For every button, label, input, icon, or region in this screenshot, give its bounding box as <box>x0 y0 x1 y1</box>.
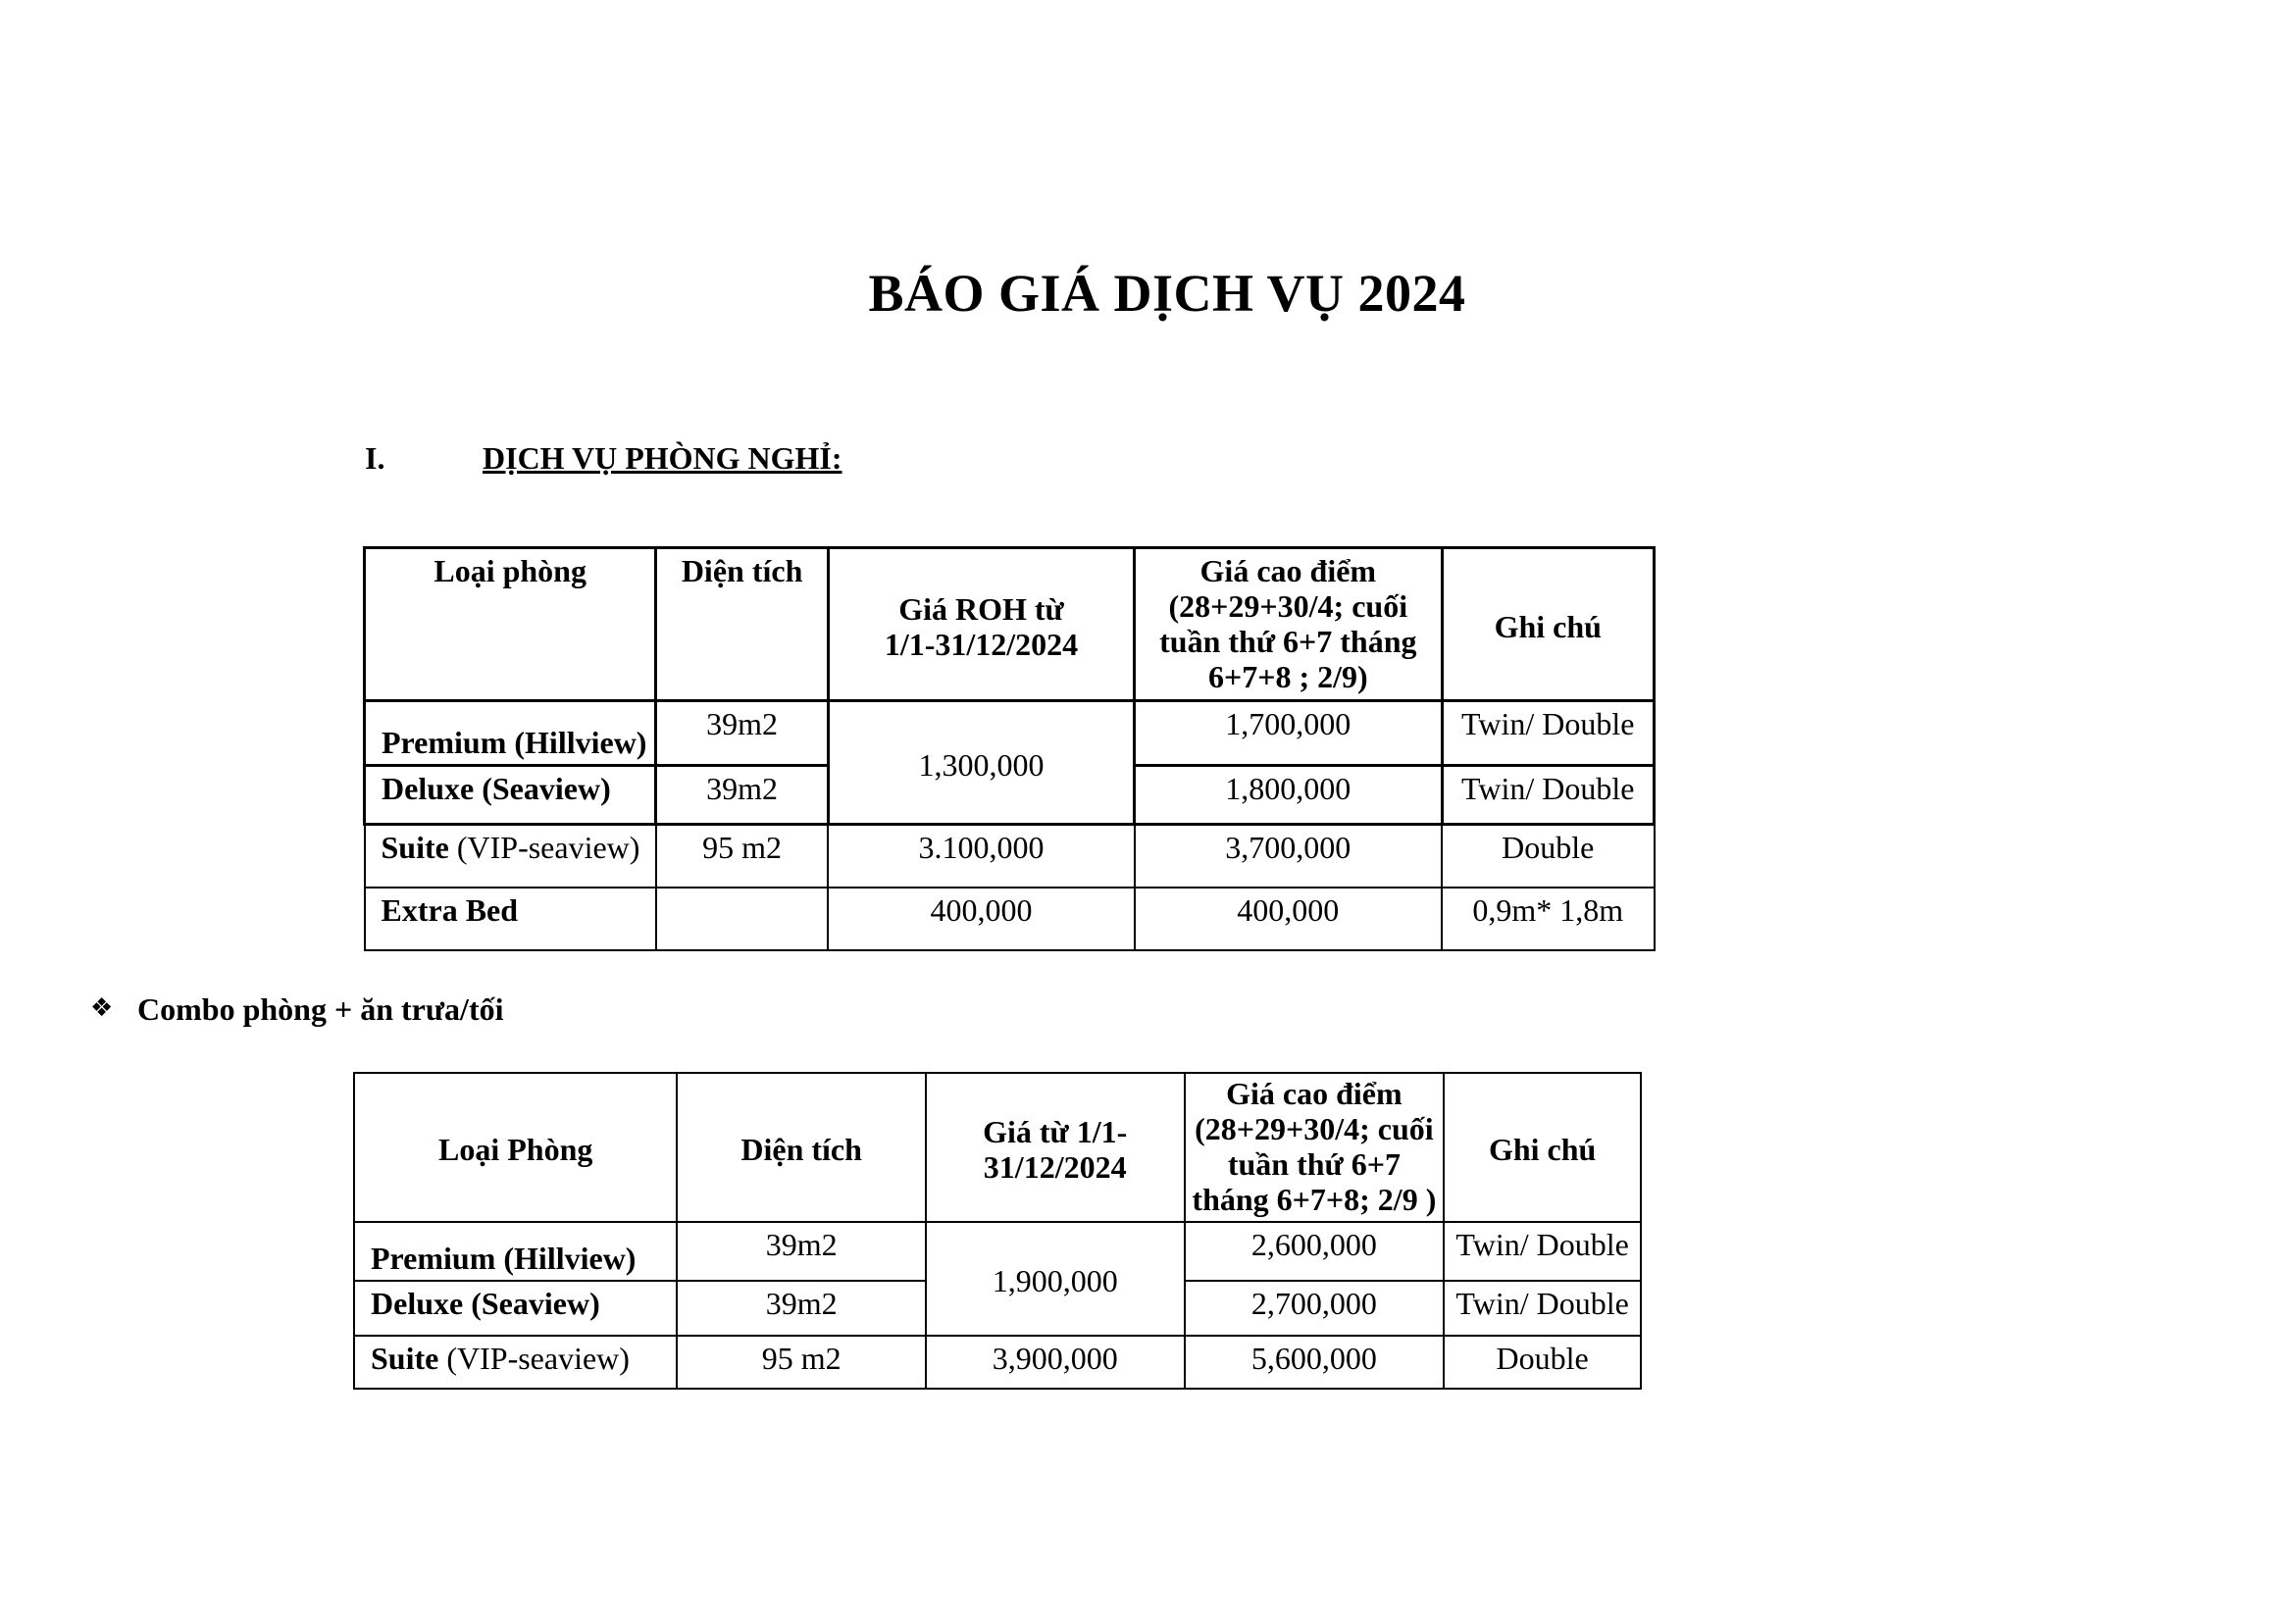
header-room-type: Loại Phòng <box>354 1073 677 1222</box>
room-note: Twin/ Double <box>1444 1222 1641 1281</box>
room-note: Twin/ Double <box>1442 766 1655 825</box>
room-area: 95 m2 <box>656 825 829 888</box>
header-area: Diện tích <box>656 548 829 701</box>
header-peak-line2: (28+29+30/4; cuối <box>1195 1111 1434 1146</box>
room-peak-price: 400,000 <box>1135 888 1442 950</box>
section-number: I. <box>365 440 385 476</box>
header-peak-line1: Giá cao điểm <box>1199 553 1377 588</box>
header-note: Ghi chú <box>1444 1073 1641 1222</box>
room-note: Twin/ Double <box>1444 1281 1641 1336</box>
header-peak-line4: 6+7+8 ; 2/9) <box>1207 659 1368 694</box>
table-row <box>365 701 1655 766</box>
room-area: 95 m2 <box>677 1336 925 1389</box>
room-name <box>354 1336 677 1389</box>
room-peak-price: 1,800,000 <box>1135 766 1442 825</box>
room-area: 39m2 <box>677 1222 925 1281</box>
header-price <box>828 548 1134 701</box>
table-row <box>365 825 1655 888</box>
room-name-bold: Suite <box>381 830 449 865</box>
section-title: DỊCH VỤ PHÒNG NGHỈ: <box>483 440 842 476</box>
room-name-detail: (VIP-seaview) <box>438 1341 630 1376</box>
room-name-bold: Suite <box>371 1341 439 1376</box>
room-price: 3,900,000 <box>926 1336 1185 1389</box>
room-name <box>365 825 656 888</box>
header-price <box>926 1073 1185 1222</box>
room-price: 400,000 <box>828 888 1134 950</box>
table-header-row <box>354 1073 1641 1222</box>
room-peak-price: 2,700,000 <box>1185 1281 1445 1336</box>
header-peak-line2: (28+29+30/4; cuối <box>1168 588 1408 624</box>
header-peak-price <box>1135 548 1442 701</box>
header-peak-line4: tháng 6+7+8; 2/9 ) <box>1192 1182 1437 1217</box>
room-name: Deluxe (Seaview) <box>354 1281 677 1336</box>
room-note: Twin/ Double <box>1442 701 1655 766</box>
room-note: Double <box>1442 825 1655 888</box>
table-header-row <box>365 548 1655 701</box>
room-note: Double <box>1444 1336 1641 1389</box>
combo-price-table <box>353 1072 1642 1390</box>
header-room-type: Loại phòng <box>365 548 656 701</box>
header-price-line2: 1/1-31/12/2024 <box>884 626 1079 662</box>
room-price-table <box>363 546 1656 951</box>
header-peak-price <box>1185 1073 1445 1222</box>
header-peak-line3: tuần thứ 6+7 tháng <box>1159 624 1417 659</box>
room-name: Deluxe (Seaview) <box>365 766 656 825</box>
table-row <box>354 1222 1641 1281</box>
room-price-shared: 1,300,000 <box>828 701 1134 825</box>
room-price: 3.100,000 <box>828 825 1134 888</box>
table-row <box>365 888 1655 950</box>
room-area: 39m2 <box>656 701 829 766</box>
room-peak-price: 5,600,000 <box>1185 1336 1445 1389</box>
room-note: 0,9m* 1,8m <box>1442 888 1655 950</box>
room-name: Premium (Hillview) <box>365 701 656 766</box>
room-peak-price: 1,700,000 <box>1135 701 1442 766</box>
room-area <box>656 888 829 950</box>
header-price-line1: Giá ROH từ <box>898 590 1064 627</box>
room-price-shared: 1,900,000 <box>926 1222 1185 1336</box>
table-row <box>354 1336 1641 1389</box>
diamond-bullet-icon: ❖ <box>90 993 114 1023</box>
header-peak-line1: Giá cao điểm <box>1226 1076 1402 1111</box>
room-name: Extra Bed <box>365 888 656 950</box>
room-area: 39m2 <box>677 1281 925 1336</box>
header-area: Diện tích <box>677 1073 925 1222</box>
header-note: Ghi chú <box>1442 548 1655 701</box>
combo-heading: Combo phòng + ăn trưa/tối <box>137 991 504 1027</box>
room-area: 39m2 <box>656 766 829 825</box>
room-peak-price: 2,600,000 <box>1185 1222 1445 1281</box>
page-title: BÁO GIÁ DỊCH VỤ 2024 <box>868 264 1466 323</box>
room-name-detail: (VIP-seaview) <box>448 830 640 865</box>
header-price-line2: 31/12/2024 <box>983 1149 1127 1185</box>
header-peak-line3: tuần thứ 6+7 <box>1227 1146 1401 1182</box>
room-name: Premium (Hillview) <box>354 1222 677 1281</box>
header-price-line1: Giá từ 1/1- <box>983 1114 1128 1149</box>
room-peak-price: 3,700,000 <box>1135 825 1442 888</box>
